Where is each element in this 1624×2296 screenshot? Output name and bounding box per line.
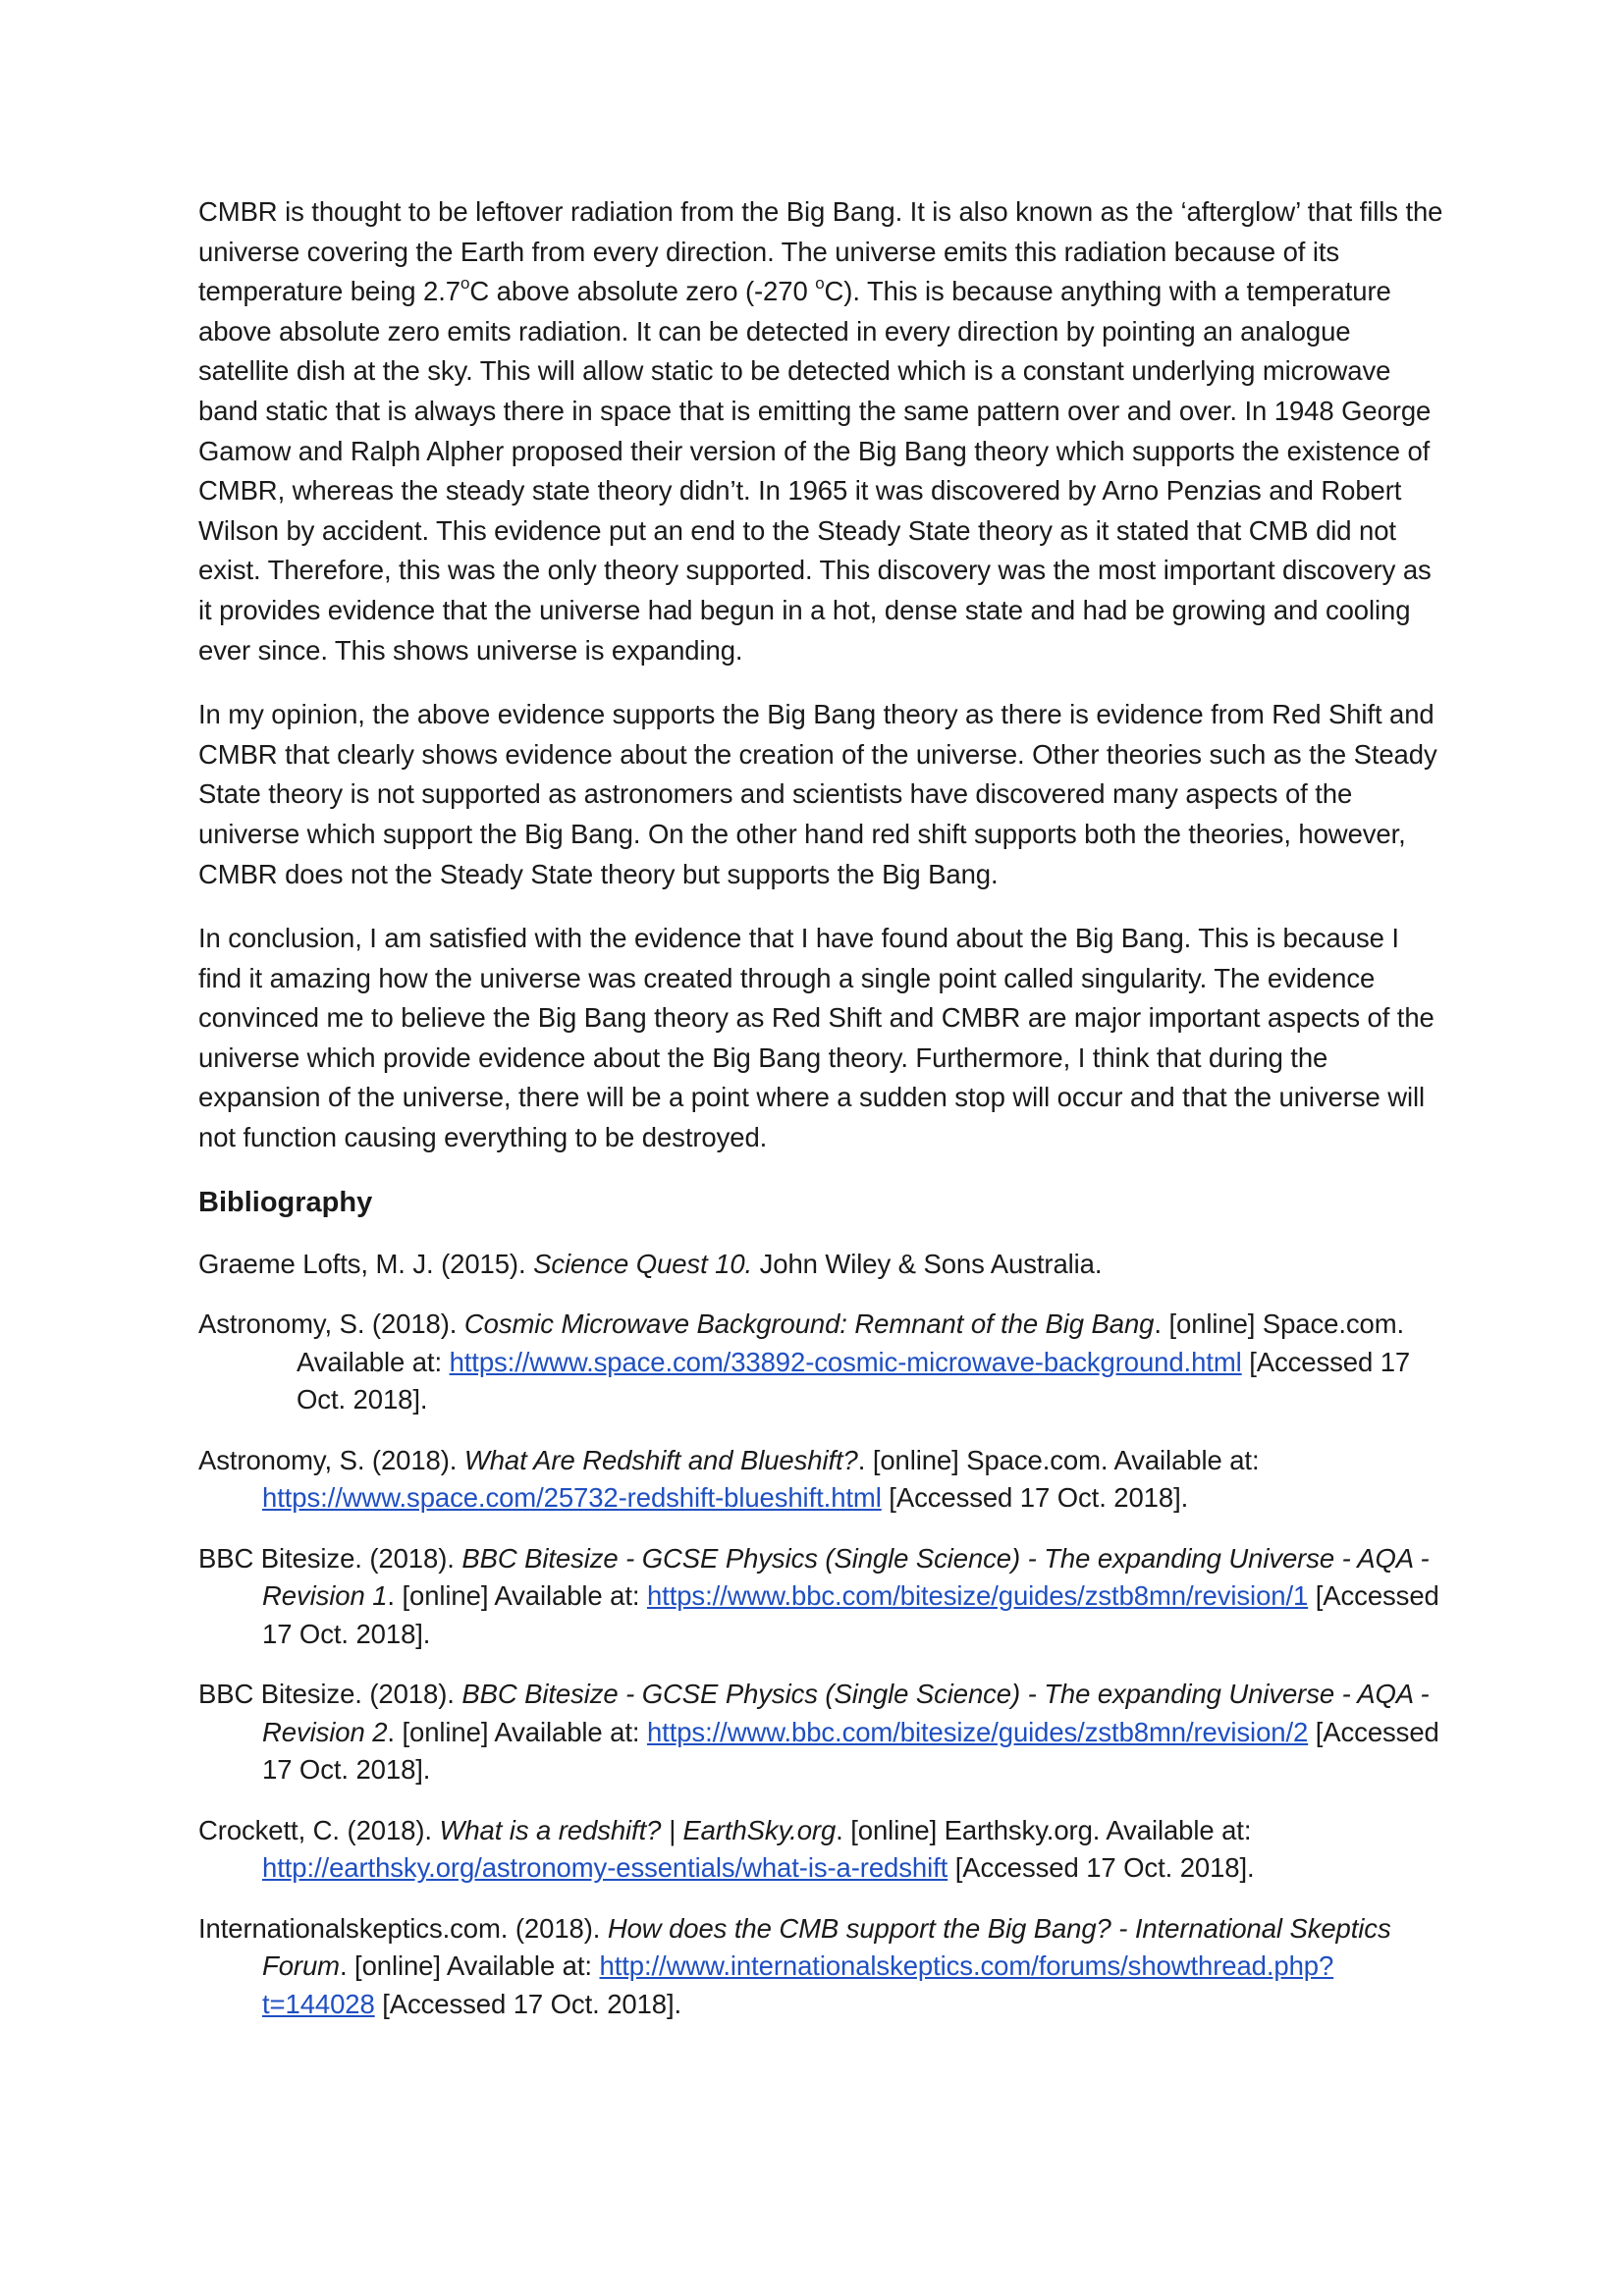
reference-author: Internationalskeptics.com. (2018).	[198, 1912, 608, 1944]
reference-title: How does the CMB support the Big Bang? - International Skeptics Forum	[262, 1912, 1391, 1982]
reference-author: Astronomy, S. (2018).	[198, 1444, 464, 1475]
body-paragraph-cmbr	[198, 192, 1445, 670]
reference-link[interactable]: https://www.bbc.com/bitesize/guides/zstb8mn/revision/1	[646, 1580, 1309, 1612]
degree-superscript: o	[460, 274, 470, 294]
reference-details: . [online] Available at:	[339, 1950, 600, 1982]
reference-item	[198, 1306, 1445, 1419]
body-paragraph-conclusion: In conclusion, I am satisfied with the evidence that I have found about the Big Bang. This is because I find it amazing how the universe was created through a single point called singularity. The evidence convinced me to believe the Big Bang theory as Red Shift and CMBR are major important aspects of the universe which provide evidence about the Big Bang theory. Furthermore, I think that during the expansion of the universe, there will be a point where a sudden stop will occur and that the universe will not function causing everything to be destroyed.	[198, 923, 1435, 1153]
reference-link[interactable]: http://www.internationalskeptics.com/forums/showthread.php?t=144028	[262, 1950, 1334, 2019]
reference-title: What is a redshift? | EarthSky.org	[439, 1814, 837, 1845]
reference-title: Science Quest 10.	[533, 1248, 753, 1279]
reference-item	[198, 1812, 1445, 1888]
paragraph-text: C). This is because anything with a temperature above absolute zero emits radiation. It can be detected in every direction by pointing an analogue satellite dish at the sky. This will allow static to be detected which is a constant underlying microwave band static that is always there in space that is emitting the same pattern over and over. In 1948 George Gamow and Ralph Alpher proposed their version of the Big Bang theory which supports the existence of CMBR, whereas the steady state theory didn’t. In 1965 it was discovered by Arno Penzias and Robert Wilson by accident. This evidence put an end to the Steady State theory as it stated that CMB did not exist. Therefore, this was the only theory supported. This discovery was the most important discovery as it provides evidence that the universe had begun in a hot, dense state and had be growing and cooling ever since. This shows universe is expanding.	[198, 276, 1432, 666]
reference-details: . [online] Space.com. Available at:	[857, 1444, 1260, 1475]
reference-details: John Wiley & Sons Australia.	[752, 1248, 1103, 1279]
reference-link[interactable]: https://www.bbc.com/bitesize/guides/zstb8mn/revision/2	[646, 1716, 1309, 1747]
reference-link[interactable]: https://www.space.com/33892-cosmic-microwave-background.html	[449, 1346, 1242, 1377]
bibliography-list	[198, 1246, 1445, 2024]
reference-link[interactable]: https://www.space.com/25732-redshift-blueshift.html	[262, 1482, 882, 1514]
reference-author: BBC Bitesize. (2018).	[198, 1679, 462, 1710]
reference-item	[198, 1540, 1445, 1654]
reference-accessed: [Accessed 17 Oct. 2018].	[947, 1852, 1255, 1884]
reference-accessed: [Accessed 17 Oct. 2018].	[881, 1482, 1189, 1514]
reference-title: What Are Redshift and Blueshift?	[463, 1444, 858, 1475]
reference-author: BBC Bitesize. (2018).	[198, 1542, 462, 1574]
bibliography-heading: Bibliography	[198, 1186, 373, 1218]
reference-item	[198, 1246, 1445, 1284]
document-page	[198, 192, 1445, 2046]
reference-accessed: [Accessed 17 Oct. 2018].	[262, 1716, 1439, 1786]
reference-accessed: [Accessed 17 Oct. 2018].	[374, 1988, 682, 2019]
reference-item	[198, 1442, 1445, 1518]
reference-author: Graeme Lofts, M. J. (2015).	[198, 1248, 534, 1279]
reference-details: . [online] Space.com. Available at:	[297, 1308, 1405, 1377]
reference-title: Cosmic Microwave Background: Remnant of the Big Bang	[463, 1308, 1155, 1340]
reference-title: BBC Bitesize - GCSE Physics (Single Science) - The expanding Universe - AQA - Revision 1	[262, 1542, 1430, 1612]
reference-item	[198, 1910, 1445, 2024]
reference-author: Crockett, C. (2018).	[198, 1814, 440, 1845]
degree-superscript: o	[815, 274, 825, 294]
paragraph-text: C above absolute zero (-270	[469, 276, 816, 307]
reference-details: . [online] Earthsky.org. Available at:	[836, 1814, 1252, 1845]
reference-title: BBC Bitesize - GCSE Physics (Single Science) - The expanding Universe - AQA - Revision 2	[262, 1679, 1430, 1747]
paragraph-text: CMBR is thought to be leftover radiation from the Big Bang. It is also known as the ‘afterglow’ that fills the universe covering the Earth from every direction. The universe emits this radiation because of its temperature being 2.7	[198, 196, 1443, 307]
reference-author: Astronomy, S. (2018).	[198, 1308, 464, 1340]
reference-link[interactable]: http://earthsky.org/astronomy-essentials/what-is-a-redshift	[262, 1852, 948, 1884]
body-paragraph-opinion: In my opinion, the above evidence supports the Big Bang theory as there is evidence from Red Shift and CMBR that clearly shows evidence about the creation of the universe. Other theories such as the Steady State theory is not supported as astronomers and scientists have discovered many aspects of the universe which support the Big Bang. On the other hand red shift supports both the theories, however, CMBR does not the Steady State theory but supports the Big Bang.	[198, 699, 1437, 889]
reference-accessed: [Accessed 17 Oct. 2018].	[297, 1346, 1411, 1415]
reference-accessed: [Accessed 17 Oct. 2018].	[262, 1580, 1439, 1649]
reference-details: . [online] Available at:	[387, 1716, 647, 1747]
reference-details: . [online] Available at:	[387, 1580, 647, 1612]
reference-item	[198, 1676, 1445, 1789]
